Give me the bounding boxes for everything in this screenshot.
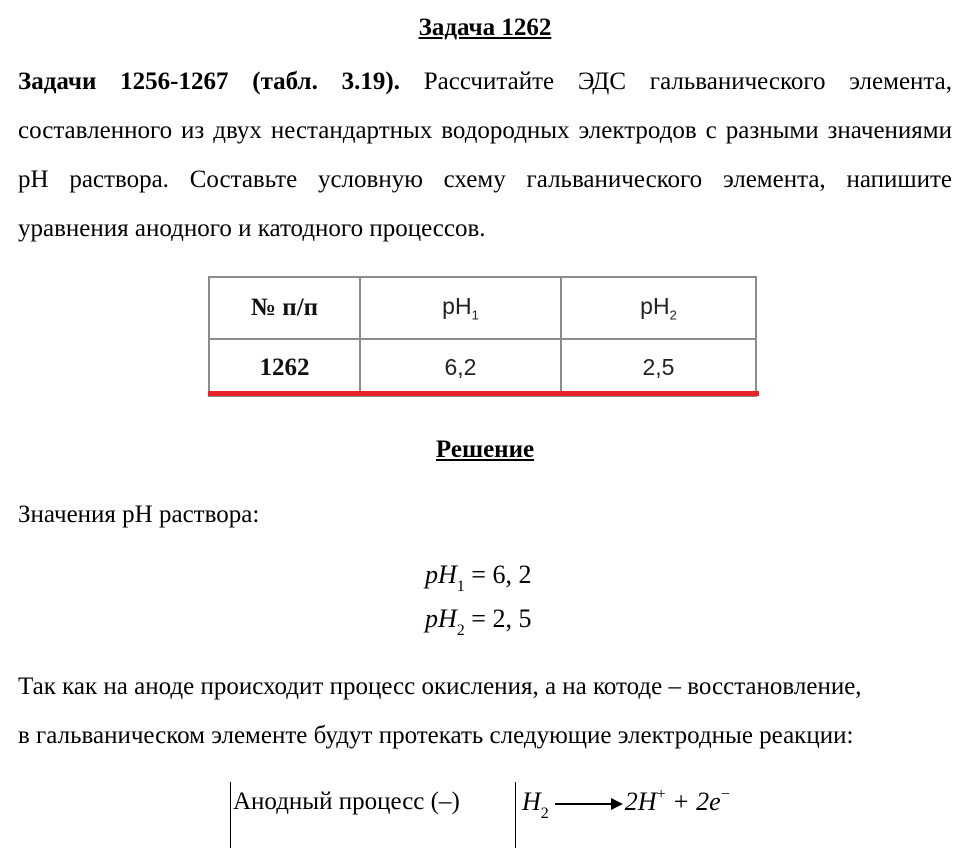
cell-number: 1262	[209, 339, 360, 396]
scheme-divider-left	[230, 782, 231, 848]
problem-title: Задача 1262	[418, 14, 552, 41]
equation-ph2: $pH_2 = 2$, 5	[425, 604, 532, 639]
ph-label: Значения pH раствора:	[18, 501, 260, 528]
solution-heading: Решение	[435, 436, 535, 463]
header-ph2: $pH_2$	[561, 277, 756, 339]
table-header-row	[209, 277, 756, 339]
red-underline	[208, 391, 759, 396]
table-row	[209, 339, 756, 396]
arrow-icon	[555, 803, 621, 805]
cell-ph1: 6,2	[360, 339, 561, 396]
scheme-divider-right	[515, 782, 516, 848]
explanation-line-2: в гальваническом элементе будут протекать следующие электродные реакции:	[18, 722, 854, 749]
header-ph1: $pH_1$	[360, 277, 561, 339]
anode-label: Анодный процесс (–)	[233, 788, 460, 815]
data-table	[208, 276, 757, 397]
header-number: № п/п	[209, 277, 360, 339]
equation-ph1: $pH_1 = 6$, 2	[425, 560, 532, 595]
explanation-line-1: Так как на аноде происходит процесс окисления, а на котоде – восстановление,	[18, 673, 862, 700]
problem-statement	[18, 57, 952, 253]
problem-range-label: Задачи 1256-1267 (табл. 3.19).	[18, 68, 400, 95]
problem-text: Рассчитайте ЭДС гальванического элемента, составленного из двух нестандартных водородных электродов с разными значениями pH раствора. Составьте условную схему гальванического элемента, напишите уравнения анодного и катодного процессов.	[18, 68, 952, 242]
anode-reaction: $H_2$ 2H+ + 2e−	[522, 786, 730, 822]
cell-ph2: 2,5	[561, 339, 756, 396]
